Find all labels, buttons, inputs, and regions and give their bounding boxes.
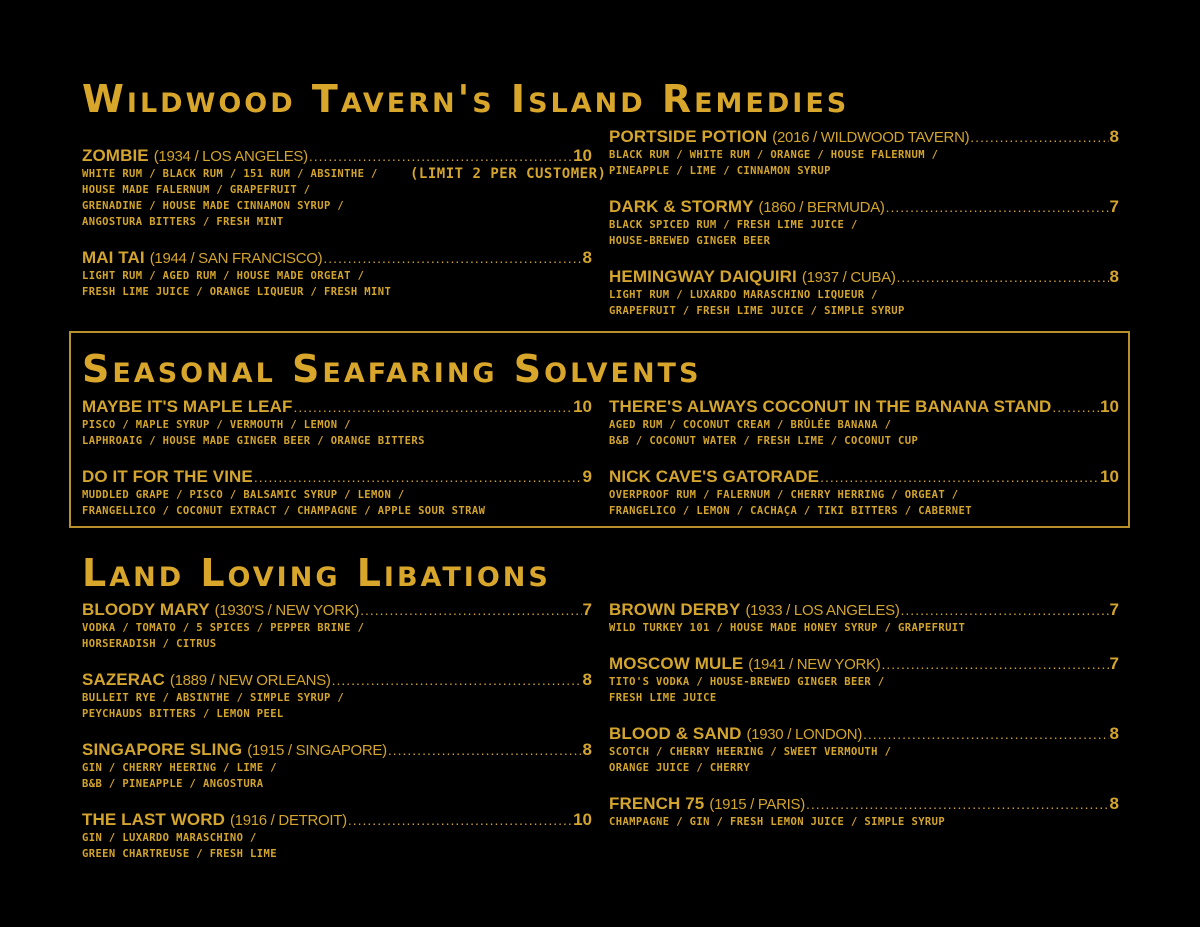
- ingredients-line: GRAPEFRUIT / FRESH LIME JUICE / SIMPLE SYRUP: [609, 305, 905, 317]
- menu-item: [82, 740, 592, 792]
- menu-item: [82, 670, 592, 722]
- drink-origin: (1915 / PARIS): [709, 796, 805, 813]
- menu-item: [82, 467, 592, 519]
- drink-price: 7: [1109, 654, 1119, 673]
- drink-name: PORTSIDE POTION: [609, 127, 768, 146]
- ingredients-line: BLACK RUM / WHITE RUM / ORANGE / HOUSE FALERNUM /: [609, 149, 939, 161]
- ingredients-line: GIN / LUXARDO MARASCHINO /: [82, 832, 257, 844]
- drink-price: 9: [582, 467, 592, 486]
- dot-leader: [863, 725, 1109, 744]
- menu-item: [82, 600, 592, 652]
- dot-leader: [970, 128, 1108, 147]
- drink-price: 8: [582, 740, 592, 759]
- ingredients-line: FRANGELLICO / COCONUT EXTRACT / CHAMPAGNE / APPLE SOUR STRAW: [82, 505, 486, 517]
- drink-price: 7: [1109, 600, 1119, 619]
- drink-origin: (1915 / SINGAPORE): [247, 742, 387, 759]
- drink-name: SAZERAC: [82, 670, 165, 689]
- menu-item-header: [609, 654, 1119, 674]
- drink-name: DARK & STORMY: [609, 197, 754, 216]
- drink-price: 8: [582, 248, 592, 267]
- menu-item: [609, 467, 1119, 519]
- dot-leader: [360, 601, 581, 620]
- ingredients-line: ORANGE JUICE / CHERRY: [609, 762, 751, 774]
- menu-item-header: [82, 248, 592, 268]
- menu-item: [609, 397, 1119, 449]
- menu-item-header: [609, 467, 1119, 487]
- drink-price: 10: [573, 810, 592, 829]
- drink-origin: (1930 / LONDON): [746, 726, 863, 743]
- menu-item-header: [609, 127, 1119, 147]
- drink-origin: (1934 / LOS ANGELES): [153, 148, 308, 165]
- dot-leader: [388, 741, 582, 760]
- menu-item-header: [609, 267, 1119, 287]
- dot-leader: [1052, 398, 1099, 417]
- drink-name: ZOMBIE: [82, 146, 149, 165]
- drink-origin: (1941 / NEW YORK): [748, 656, 881, 673]
- ingredients-line: WILD TURKEY 101 / HOUSE MADE HONEY SYRUP / GRAPEFRUIT: [609, 622, 966, 634]
- ingredients-line: LAPHROAIG / HOUSE MADE GINGER BEER / ORANGE BITTERS: [82, 435, 425, 447]
- section-title: Wildwood Tavern's Island Remedies: [82, 77, 850, 121]
- drink-name: MAI TAI: [82, 248, 145, 267]
- menu-item: [609, 127, 1119, 179]
- drink-price: 8: [1109, 794, 1119, 813]
- island-left-column: [82, 146, 607, 318]
- ingredients-line: SCOTCH / CHERRY HEERING / SWEET VERMOUTH /: [609, 746, 892, 758]
- ingredients-line: BLACK SPICED RUM / FRESH LIME JUICE /: [609, 219, 858, 231]
- menu-item-header: [82, 810, 592, 830]
- ingredients-line: GRENADINE / HOUSE MADE CINNAMON SYRUP /: [82, 200, 345, 212]
- menu-item-header: [609, 724, 1119, 744]
- ingredients-line: B&B / PINEAPPLE / ANGOSTURA: [82, 778, 264, 790]
- menu-item-header: [82, 146, 592, 166]
- limit-note: (LIMIT 2 PER CUSTOMER): [410, 166, 607, 182]
- drink-origin: (1916 / DETROIT): [229, 812, 347, 829]
- drink-origin: (1889 / NEW ORLEANS): [169, 672, 331, 689]
- menu-item: [82, 146, 607, 230]
- drink-name: MAYBE IT'S MAPLE LEAF: [82, 397, 293, 416]
- drink-price: 10: [573, 397, 592, 416]
- menu-item-header: [609, 794, 1119, 814]
- drink-name: DO IT FOR THE VINE: [82, 467, 253, 486]
- menu-item: [609, 267, 1119, 319]
- ingredients-line: TITO'S VODKA / HOUSE-BREWED GINGER BEER /: [609, 676, 885, 688]
- ingredients-line: MUDDLED GRAPE / PISCO / BALSAMIC SYRUP / LEMON /: [82, 489, 405, 501]
- ingredients-line: CHAMPAGNE / GIN / FRESH LEMON JUICE / SIMPLE SYRUP: [609, 816, 946, 828]
- menu-item: [609, 654, 1119, 706]
- ingredients-line: WHITE RUM / BLACK RUM / 151 RUM / ABSINTHE /: [82, 168, 378, 180]
- menu-item-header: [82, 740, 592, 760]
- drink-price: 10: [1100, 467, 1119, 486]
- drink-price: 10: [573, 146, 592, 165]
- dot-leader: [886, 198, 1109, 217]
- drink-origin: (1930'S / NEW YORK): [214, 602, 360, 619]
- section-title: Seasonal Seafaring Solvents: [82, 347, 702, 391]
- ingredients-line: GREEN CHARTREUSE / FRESH LIME: [82, 848, 277, 860]
- menu-item: [82, 248, 592, 300]
- menu-item: [82, 397, 592, 449]
- drink-name: MOSCOW MULE: [609, 654, 744, 673]
- ingredients-line: PISCO / MAPLE SYRUP / VERMOUTH / LEMON /: [82, 419, 351, 431]
- ingredients-line: ANGOSTURA BITTERS / FRESH MINT: [82, 216, 284, 228]
- menu-item-header: [609, 397, 1119, 417]
- menu-item-header: [609, 197, 1119, 217]
- drink-name: BLOOD & SAND: [609, 724, 742, 743]
- drink-price: 7: [582, 600, 592, 619]
- island-right-column: [609, 127, 1119, 337]
- drink-origin: (2016 / WILDWOOD TAVERN): [772, 129, 970, 146]
- dot-leader: [901, 601, 1109, 620]
- drink-price: 7: [1109, 197, 1119, 216]
- drink-name: NICK CAVE'S GATORADE: [609, 467, 820, 486]
- dot-leader: [293, 398, 572, 417]
- ingredients-line: LIGHT RUM / LUXARDO MARASCHINO LIQUEUR /: [609, 289, 878, 301]
- section-title: Land Loving Libations: [82, 551, 551, 595]
- drink-name: SINGAPORE SLING: [82, 740, 243, 759]
- menu-item-header: [609, 600, 1119, 620]
- drink-price: 10: [1100, 397, 1119, 416]
- menu-item: [609, 197, 1119, 249]
- ingredients-line: VODKA / TOMATO / 5 SPICES / PEPPER BRINE /: [82, 622, 365, 634]
- menu-item: [609, 794, 1119, 830]
- drink-origin: (1944 / SAN FRANCISCO): [149, 250, 323, 267]
- drink-name: BROWN DERBY: [609, 600, 741, 619]
- drink-name: THERE'S ALWAYS COCONUT IN THE BANANA STAND: [609, 397, 1052, 416]
- ingredients-line: BULLEIT RYE / ABSINTHE / SIMPLE SYRUP /: [82, 692, 345, 704]
- dot-leader: [254, 468, 582, 487]
- drink-name: HEMINGWAY DAIQUIRI: [609, 267, 797, 286]
- ingredients-line: HORSERADISH / CITRUS: [82, 638, 217, 650]
- dot-leader: [323, 249, 581, 268]
- drink-name: FRENCH 75: [609, 794, 705, 813]
- dot-leader: [897, 268, 1109, 287]
- drink-price: 8: [1109, 724, 1119, 743]
- dot-leader: [348, 811, 572, 830]
- ingredients-line: PEYCHAUDS BITTERS / LEMON PEEL: [82, 708, 284, 720]
- ingredients-line: HOUSE MADE FALERNUM / GRAPEFRUIT /: [82, 184, 311, 196]
- drink-price: 8: [1109, 127, 1119, 146]
- drink-price: 8: [1109, 267, 1119, 286]
- seasonal-left-column: [82, 397, 592, 537]
- land-right-column: [609, 600, 1119, 848]
- menu-item: [82, 810, 592, 862]
- drink-price: 8: [582, 670, 592, 689]
- menu-item-header: [82, 467, 592, 487]
- ingredients-line: PINEAPPLE / LIME / CINNAMON SYRUP: [609, 165, 831, 177]
- ingredients-line: OVERPROOF RUM / FALERNUM / CHERRY HERRING / ORGEAT /: [609, 489, 959, 501]
- drink-origin: (1860 / BERMUDA): [758, 199, 885, 216]
- land-left-column: [82, 600, 592, 880]
- dot-leader: [806, 795, 1109, 814]
- ingredients-line: AGED RUM / COCONUT CREAM / BRÛLÉE BANANA /: [609, 419, 892, 431]
- ingredients-line: LIGHT RUM / AGED RUM / HOUSE MADE ORGEAT /: [82, 270, 365, 282]
- menu-item-header: [82, 397, 592, 417]
- ingredients-line: FRESH LIME JUICE: [609, 692, 717, 704]
- menu-item: [609, 724, 1119, 776]
- seasonal-right-column: [609, 397, 1119, 537]
- drink-name: BLOODY MARY: [82, 600, 210, 619]
- drink-origin: (1937 / CUBA): [801, 269, 896, 286]
- drink-origin: (1933 / LOS ANGELES): [745, 602, 900, 619]
- ingredients-line: FRANGELICO / LEMON / CACHAÇA / TIKI BITTERS / CABERNET: [609, 505, 972, 517]
- ingredients-line: B&B / COCONUT WATER / FRESH LIME / COCONUT CUP: [609, 435, 919, 447]
- dot-leader: [881, 655, 1108, 674]
- ingredients-line: GIN / CHERRY HEERING / LIME /: [82, 762, 277, 774]
- menu-item: [609, 600, 1119, 636]
- menu-item-header: [82, 670, 592, 690]
- ingredients-line: FRESH LIME JUICE / ORANGE LIQUEUR / FRESH MINT: [82, 286, 392, 298]
- ingredients-line: HOUSE-BREWED GINGER BEER: [609, 235, 771, 247]
- dot-leader: [820, 468, 1099, 487]
- drink-name: THE LAST WORD: [82, 810, 225, 829]
- menu-item-header: [82, 600, 592, 620]
- dot-leader: [309, 147, 572, 166]
- dot-leader: [332, 671, 582, 690]
